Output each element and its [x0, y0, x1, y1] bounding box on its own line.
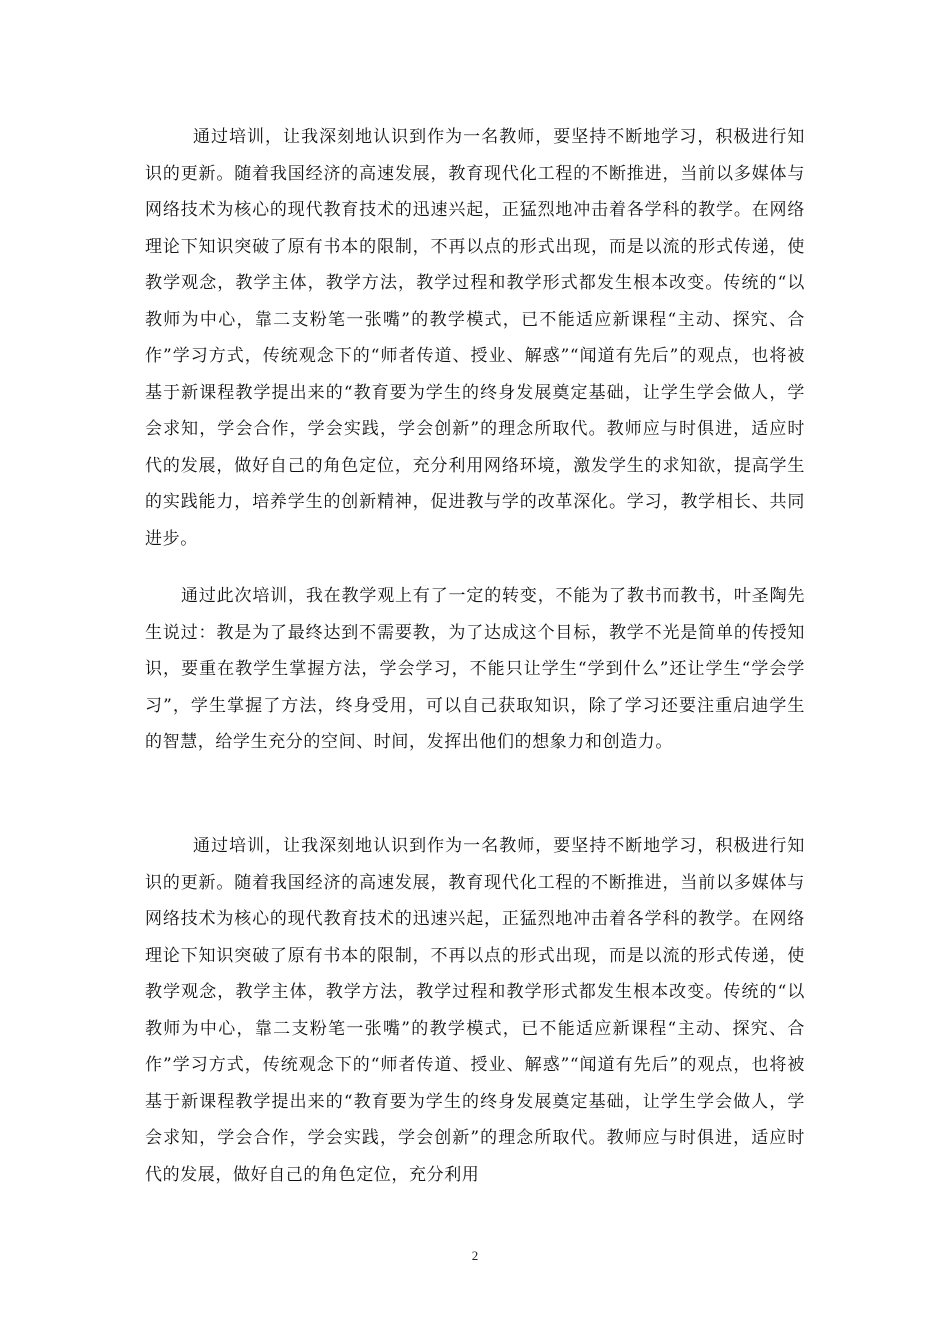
body-paragraph-3: 通过培训，让我深刻地认识到作为一名教师，要坚持不断地学习，积极进行知识的更新。随着我国经济的高速发展，教育现代化工程的不断推进，当前以多媒体与网络技术为核心的现代教育技术的迅速兴起，正猛烈地冲击着各学科的教学。在网络理论下知识突破了原有书本的限制，不再以点的形式出现，而是以流的形式传递，使教学观念，教学主体，教学方法，教学过程和教学形式都发生根本改变。传统的“以教师为中心，靠二支粉笔一张嘴”的教学模式，已不能适应新课程“主动、探究、合作”学习方式，传统观念下的“师者传道、授业、解惑”“闻道有先后”的观点，也将被基于新课程教学提出来的“教育要为学生的终身发展奠定基础，让学生学会做人，学会求知，学会合作，学会实践，学会创新”的理念所取代。教师应与时俱进，适应时代的发展，做好自己的角色定位，充分利用 — [145, 836, 805, 1185]
page-number: 2 — [471, 1248, 479, 1263]
body-paragraph-1: 通过培训，让我深刻地认识到作为一名教师，要坚持不断地学习，积极进行知识的更新。随着我国经济的高速发展，教育现代化工程的不断推进，当前以多媒体与网络技术为核心的现代教育技术的迅速兴起，正猛烈地冲击着各学科的教学。在网络理论下知识突破了原有书本的限制，不再以点的形式出现，而是以流的形式传递，使教学观念，教学主体，教学方法，教学过程和教学形式都发生根本改变。传统的“以教师为中心，靠二支粉笔一张嘴”的教学模式，已不能适应新课程“主动、探究、合作”学习方式，传统观念下的“师者传道、授业、解惑”“闻道有先后”的观点，也将被基于新课程教学提出来的“教育要为学生的终身发展奠定基础，让学生学会做人，学会求知，学会合作，学会实践，学会创新”的理念所取代。教师应与时俱进，适应时代的发展，做好自己的角色定位，充分利用网络环境，激发学生的求知欲，提高学生的实践能力，培养学生的创新精神，促进教与学的改革深化。学习，教学相长、共同进步。 — [145, 127, 805, 549]
body-paragraph-2: 通过此次培训，我在教学观上有了一定的转变，不能为了教书而教书，叶圣陶先生说过：教是为了最终达到不需要教，为了达成这个目标，教学不光是简单的传授知识，要重在教学生掌握方法，学会学习，不能只让学生“学到什么”还让学生“学会学习”，学生掌握了方法，终身受用，可以自己获取知识，除了学习还要注重启迪学生的智慧，给学生充分的空间、时间，发挥出他们的想象力和创造力。 — [145, 586, 805, 752]
